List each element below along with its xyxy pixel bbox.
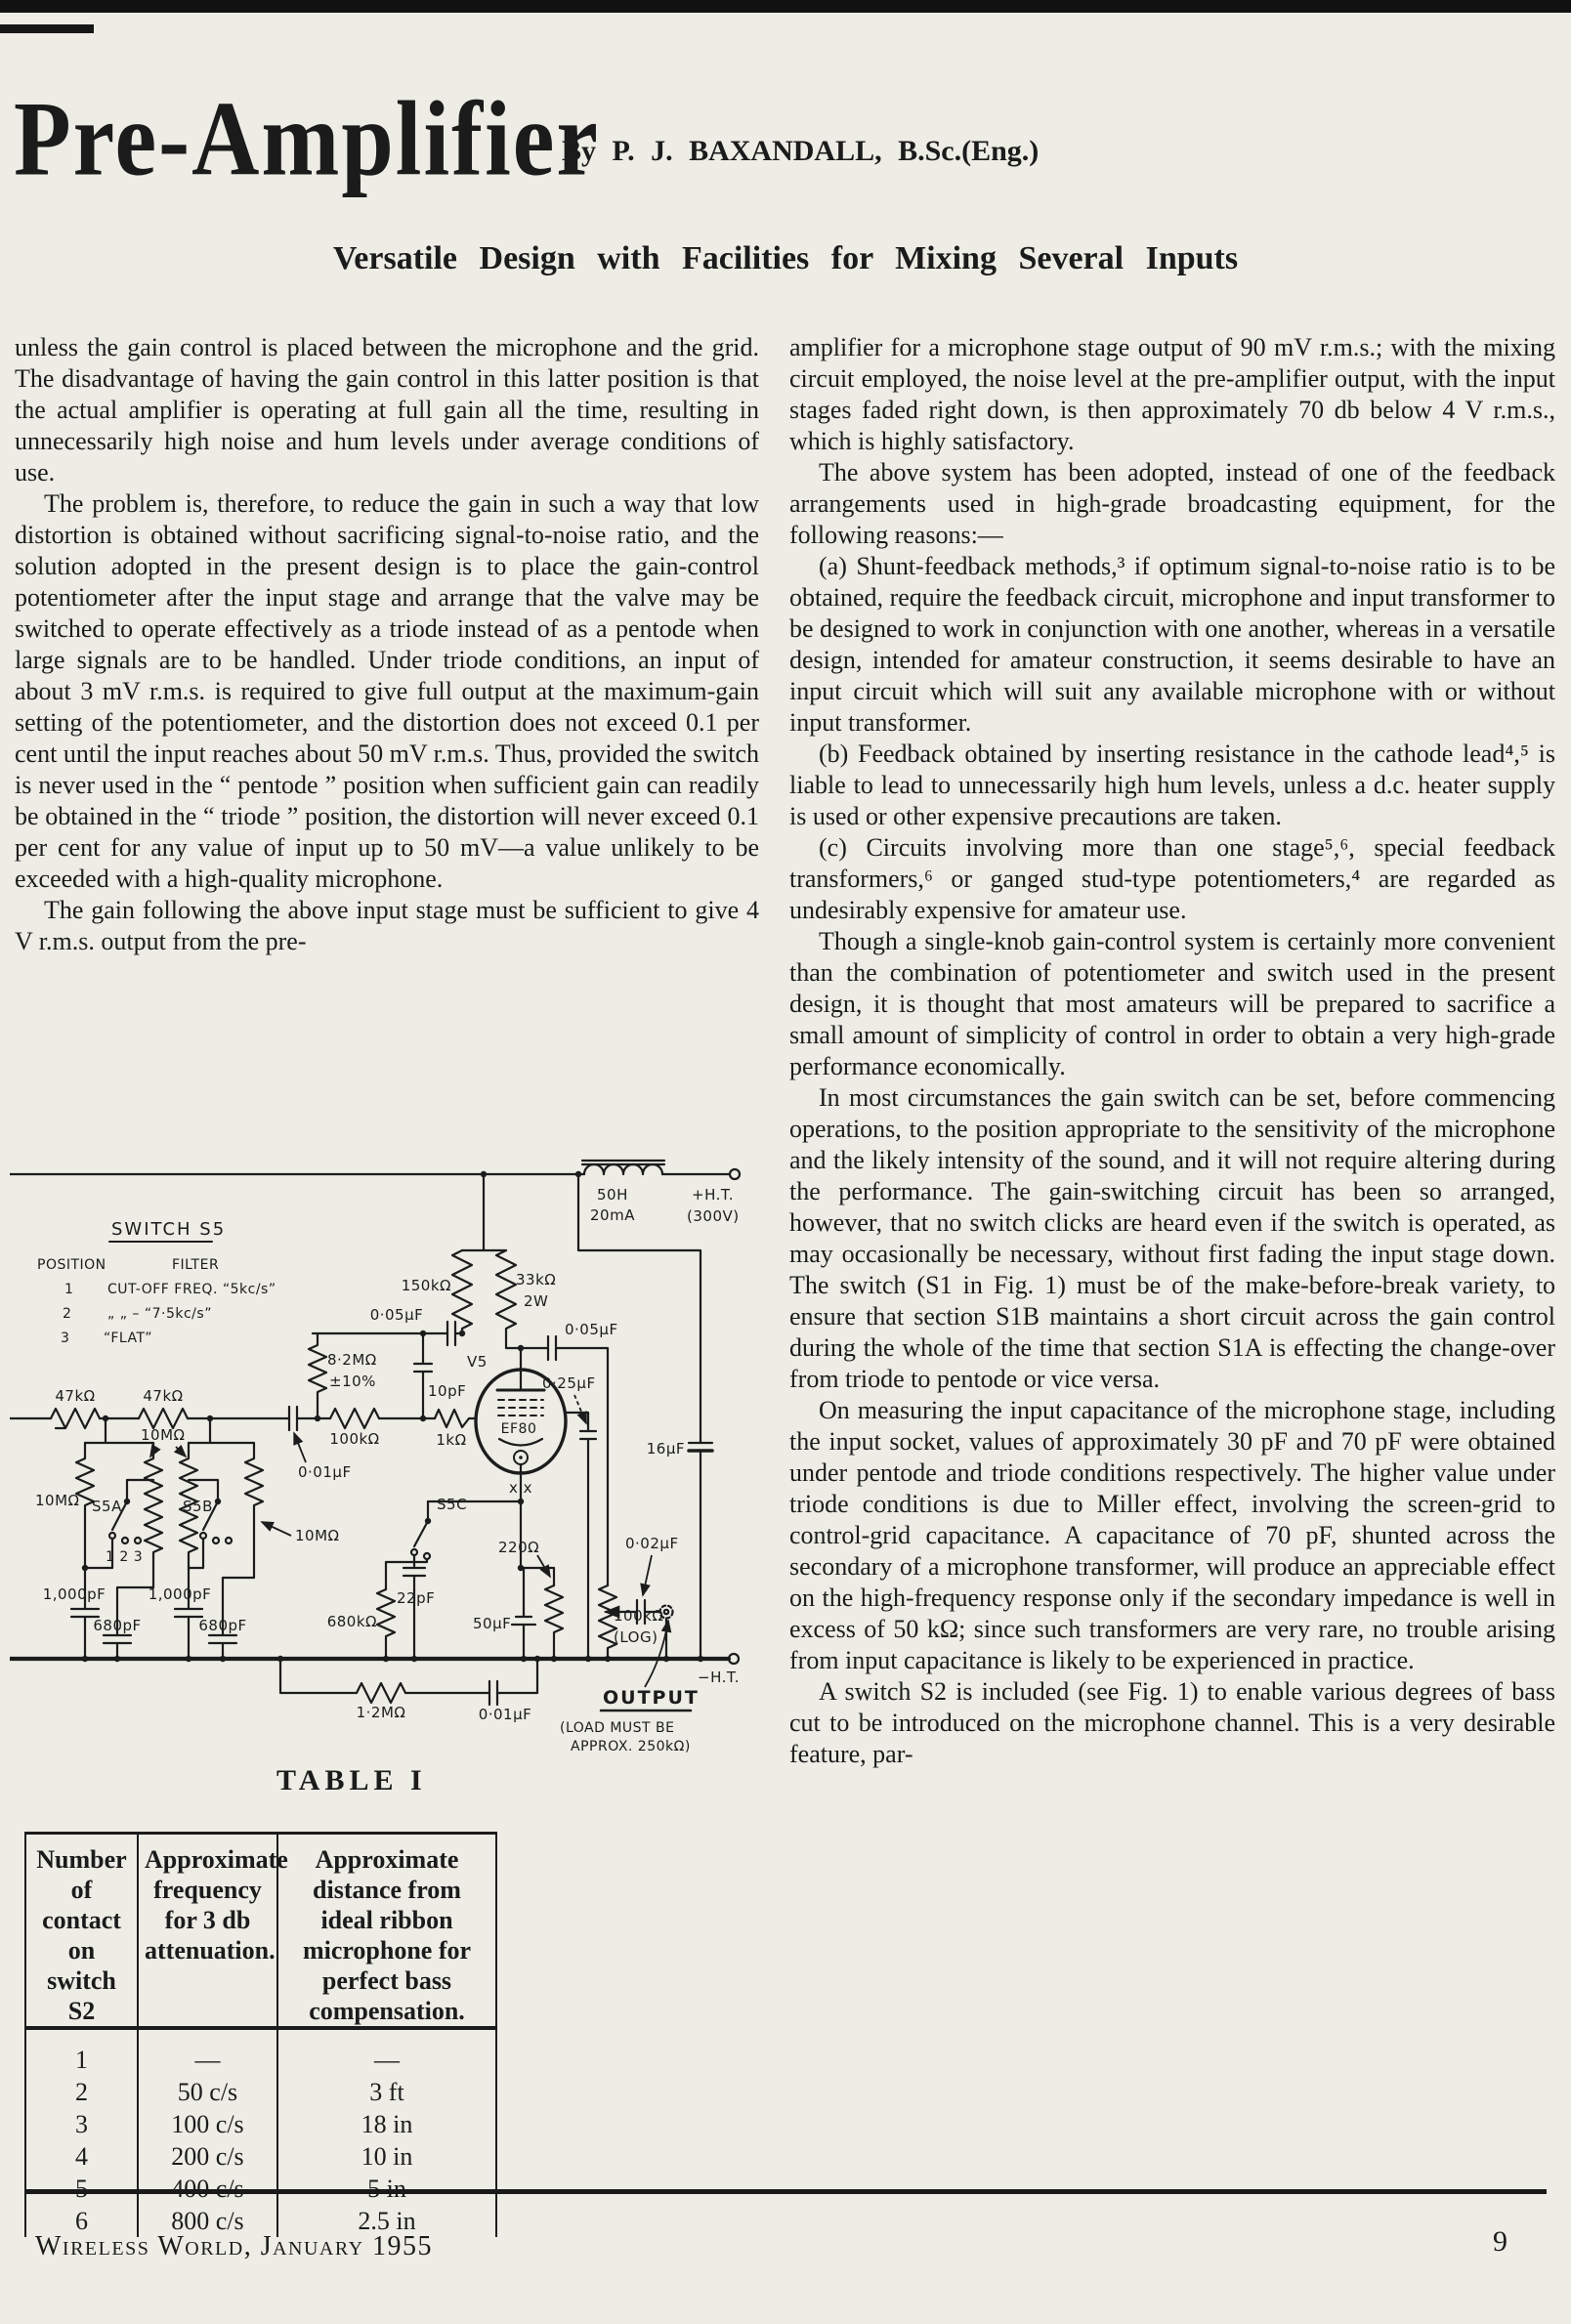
label-025: 0·25μF [542,1374,596,1392]
resistor-220 [545,1585,563,1659]
cell-distance: 3 ft [277,2076,496,2108]
table-header-distance: Approximate distance from ideal ribbon microphone for perfect bass compensation. [277,1834,496,2029]
label-ef80: EF80 [500,1421,537,1437]
table-title: TABLE I [276,1764,427,1796]
resistor-1m2 [357,1683,405,1703]
label-10m-pots: 10MΩ [141,1426,186,1444]
label-1000pf-b: 1,000pF [148,1585,212,1603]
label-47k-2: 47kΩ [143,1387,184,1405]
valve-cathode [499,1439,542,1446]
cap-001-fb [405,1659,537,1705]
cell-frequency: 100 c/s [138,2108,277,2140]
cap-22pf [403,1555,425,1659]
cap-025uf [566,1413,596,1659]
label-choke-ma: 20mA [590,1206,635,1224]
cell-contact: 3 [75,2110,88,2138]
label-s5a: S5A [92,1498,122,1515]
valve-grids [498,1400,543,1416]
paragraph: On measuring the input capacitance of the microphone stage, including the input socket, values of approximately 30 pF and 70 pF were obtained under pentode and triode conditions respectively. The higher value under triode conditions is due to Miller effect, involving the screen-grid to control-grid capacitance. A capacitance of 70 pF, shunted across the secondary of a microphone transformer, will produce an appreciable effect on the high-frequency response only if the secondary impedance is well in excess of 50 kΩ; since such transformers are very rare, no trouble arising from input capacitance is likely to be experienced in practice. [789,1396,1555,1674]
left-column [15,332,759,957]
label-8m2: 8·2MΩ [327,1351,377,1369]
label-16uf: 16μF [646,1440,685,1458]
cell-contact: 4 [75,2142,88,2171]
cap-001-grid [289,1407,297,1430]
cell-contact: 6 [75,2207,88,2235]
legend-title: SWITCH S5 [111,1219,227,1240]
cap-005a [447,1322,455,1345]
label-heater-pins: x x [508,1479,533,1497]
legend-row1-pos: 1 [64,1282,74,1297]
legend-row1-filter: CUT-OFF FREQ. “5kc/s” [107,1282,276,1297]
paragraph: (a) Shunt-feedback methods,³ if optimum signal-to-noise ratio is to be obtained, require the feedback circuit, microphone and input transformer to be designed to work in conjunction with one another, whereas in a versatile design, intended for amateur construction, it seems desirable to have an input circuit which will suit any available microphone with or without input transformer. [789,552,1555,737]
article-title: Pre-Amplifier [14,78,600,198]
paragraph: (c) Circuits involving more than one stage⁵,⁶, special feedback transformers,⁶ or ganged stud-type potentiometers,⁴ are regarded as undesirably expensive for amateur use. [789,833,1555,924]
resistor-8m2 [309,1333,326,1418]
cell-frequency: 800 c/s [138,2205,277,2237]
label-output-note2: APPROX. 250kΩ) [571,1739,691,1754]
label-50uf: 50μF [473,1615,512,1632]
label-10m-right: 10MΩ [295,1527,340,1544]
legend-col-position: POSITION [37,1257,106,1273]
label-output: OUTPUT [603,1687,700,1709]
top-rule [0,0,1571,13]
circuit-schematic [10,1158,772,1768]
ht-plus-terminal [730,1169,740,1179]
cell-distance: — [277,2028,496,2076]
label-1000pf-a: 1,000pF [42,1585,106,1603]
journal-footer: Wireless World, January 1955 [35,2231,434,2261]
label-s5c: S5C [437,1496,468,1513]
resistor-47k-1 [51,1409,100,1428]
choke-symbol [584,1164,662,1174]
cell-distance: 10 in [277,2140,496,2173]
table-row [25,2076,496,2108]
paragraph: unless the gain control is placed between the microphone and the grid. The disadvantage of having the gain control in this latter position is that the actual amplifier is operating at full gain all the time, resulting in unnecessarily high noise and hum levels under average conditions of use. [15,333,759,486]
paragraph: The problem is, therefore, to reduce the gain in such a way that low distortion is obtained without sacrificing signal-to-noise ratio, and the solution adopted in the present design is to place the gain-control potentiometer after the input stage and arrange that the valve may be switched to operate effectively as a triode instead of as a pentode when large signals are to be handled. Under triode conditions, an input of about 3 mV r.m.s. is required to give full output at the maximum-gain setting of the potentiometer, and the distortion does not exceed 0.1 per cent until the input reaches about 50 mV r.m.s. Thus, provided the switch is never used in the “ pentode ” position when sufficient gain can readily be obtained in the “ triode ” position, the distortion will never exceed 0.1 per cent for any value of input up to 50 mV—a value unlikely to be exceeded with a high-quality microphone. [15,489,759,893]
label-10pf: 10pF [428,1382,467,1400]
right-column [789,332,1555,1770]
label-33k-w: 2W [524,1292,549,1310]
label-150k: 150kΩ [401,1277,451,1294]
label-100k-log: 100kΩ [614,1607,664,1625]
label-8m2-tol: ±10% [329,1373,376,1390]
cell-distance: 18 in [277,2108,496,2140]
cap-50uf [512,1568,535,1659]
table-row [25,2028,496,2076]
label-100k-log2: (LOG) [614,1628,658,1646]
legend-row3-filter: “FLAT” [104,1331,152,1346]
label-22pf: 22pF [397,1589,436,1607]
label-002: 0·02μF [625,1535,679,1552]
resistor-100k [330,1409,379,1428]
table-row [25,2108,496,2140]
choke-core [582,1161,664,1164]
table-header-contact: Number of contact on switch S2 [25,1834,138,2029]
label-47k-1: 47kΩ [55,1387,96,1405]
page-number: 9 [1493,2225,1507,2258]
label-ht-volts: (300V) [687,1207,740,1225]
label-005b: 0·05μF [565,1321,618,1338]
cell-frequency: — [138,2028,277,2076]
byline: By P. J. BAXANDALL, B.Sc.(Eng.) [562,135,1040,167]
label-680pf-b: 680pF [198,1617,247,1634]
legend-row2-pos: 2 [63,1306,72,1322]
paragraph: (b) Feedback obtained by inserting resistance in the cathode lead⁴,⁵ is liable to lead to unnecessarily high hum levels, unless a d.c. heater supply is used or other expensive precautions are taken. [789,739,1555,830]
label-output-note1: (LOAD MUST BE [560,1720,675,1736]
cap-10pf [414,1333,432,1418]
label-10m-left: 10MΩ [35,1492,80,1509]
label-220: 220Ω [498,1539,540,1556]
label-contacts-123: 1 2 3 [106,1549,144,1565]
table-row [25,2140,496,2173]
label-ht-minus: −H.T. [698,1669,741,1686]
table-header-frequency: Approximate frequency for 3 db attenuation. [138,1834,277,2029]
top-rule-fragment [0,24,94,33]
legend-row3-pos: 3 [61,1331,70,1346]
footer-rule [24,2189,1547,2194]
label-005a: 0·05μF [369,1306,424,1324]
paragraph: amplifier for a microphone stage output of 90 mV r.m.s.; with the mixing circuit employed, the noise level at the pre-amplifier output, with the input stages faded right down, is then approximately 70 db below 4 V r.m.s., which is highly satisfactory. [789,333,1555,455]
resistor-47k-2 [139,1409,188,1428]
paragraph: A switch S2 is included (see Fig. 1) to enable various degrees of bass cut to be introduced on the microphone channel. This is a very desirable feature, par- [789,1677,1555,1768]
label-1m2: 1·2MΩ [356,1704,406,1721]
label-v5: V5 [467,1353,488,1371]
label-100k: 100kΩ [329,1430,380,1448]
resistor-1k [435,1410,469,1427]
cell-frequency: 50 c/s [138,2076,277,2108]
legend-col-filter: FILTER [172,1257,220,1273]
circuit-figure [10,1158,772,1768]
label-33k: 33kΩ [516,1271,557,1289]
resistor-680k [377,1589,395,1659]
paragraph: The gain following the above input stage must be sufficient to give 4 V r.m.s. output from the pre- [15,896,759,955]
label-001-fb: 0·01μF [478,1706,532,1723]
cell-distance: 2.5 in [277,2205,496,2237]
article-subtitle: Versatile Design with Facilities for Mixing Several Inputs [332,240,1239,276]
table-i [24,1832,497,2237]
label-001-grid: 0·01μF [298,1463,352,1481]
paragraph: In most circumstances the gain switch can be set, before commencing operations, to the position appropriate to the sensitivity of the microphone and the likely intensity of the sound, and it will not require altering during the performance. The gain-switching circuit has been so arranged, however, that no switch clicks are heard even if the switch is operated, as may occasionally be necessary, without first fading the input stage down. The switch (S1 in Fig. 1) must be of the make-before-break variety, to ensure that section S1B maintains a short circuit across the gain control during the whole of the time that section S1A is effecting the change-over from triode to pentode or vice versa. [789,1083,1555,1393]
cell-contact: 2 [75,2078,88,2106]
label-1k: 1kΩ [436,1431,467,1449]
legend-row2-filter: „ „ – “7·5kc/s” [107,1306,212,1322]
cell-frequency: 200 c/s [138,2140,277,2173]
label-680k: 680kΩ [326,1613,377,1630]
paragraph: The above system has been adopted, instead of one of the feedback arrangements used in high-grade broadcasting equipment, for the following reasons:— [789,458,1555,549]
switch-s5c-arm [414,1501,428,1546]
cell-contact: 1 [75,2046,88,2074]
label-s5b: S5B [183,1498,213,1515]
paragraph: Though a single-knob gain-control system is certainly more convenient than the combination of potentiometer and switch used in the present design, it is thought that most amateurs will be prepared to sacrifice a small amount of simplicity of control in order to obtain a very high-grade performance economically. [789,927,1555,1080]
label-choke-h: 50H [597,1186,628,1204]
label-ht-plus: +H.T. [692,1186,735,1204]
label-680pf-a: 680pF [93,1617,142,1634]
resistor-33k [496,1250,521,1348]
